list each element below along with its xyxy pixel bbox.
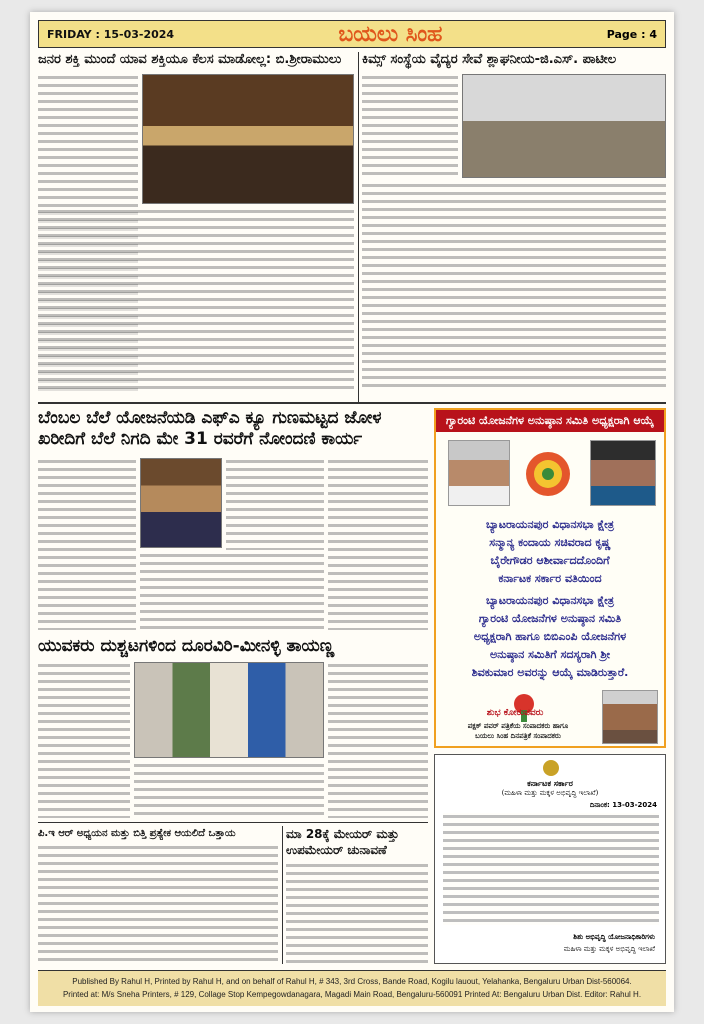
notice-line-5: ಬ್ಯಾಟರಾಯನಪುರ ವಿಧಾನಸಭಾ ಕ್ಷೇತ್ರ	[485, 594, 615, 607]
minister-portrait	[448, 440, 510, 506]
article-3-col-3	[226, 458, 324, 550]
guarantee-notice-ad	[434, 408, 666, 748]
sender-line-1: ಪಕ್ಷಕ್ ಪವರ್ ಪತ್ರಿಕೆಯ ಸಂಪಾದಕರು ಹಾಗೂ	[467, 722, 569, 730]
gov-notice-body	[443, 813, 659, 925]
gov-signature-2: ಮಹಿಳಾ ಮತ್ತು ಮಕ್ಕಳ ಅಭಿವೃದ್ಧಿ ಇಲಾಖೆ	[563, 945, 655, 953]
notice-line-9: ಶಿವಕುಮಾರ ಅವರನ್ನು ಆಯ್ಕೆ ಮಾಡಿರುತ್ತಾರೆ.	[471, 666, 629, 679]
government-notice	[434, 754, 666, 964]
article-1-body	[38, 208, 354, 392]
newspaper-page	[30, 12, 674, 1012]
article-3-col-4	[328, 458, 428, 630]
notice-line-2: ಸನ್ಮಾನ್ಯ ಕಂದಾಯ ಸಚಿವರಾದ ಕೃಷ್ಣ	[489, 536, 611, 549]
article-2-intro	[362, 74, 458, 178]
greeting-label: ಶುಭ ಕೋರುವವರು	[486, 708, 544, 718]
notice-line-6: ಗ್ಯಾರಂಟಿ ಯೋಜನೆಗಳ ಅನುಷ್ಠಾನ ಸಮಿತಿ	[478, 612, 622, 625]
article-2-photo	[462, 74, 666, 178]
gov-department: (ಮಹಿಳಾ ಮತ್ತು ಮಕ್ಕಳ ಅಭಿವೃದ್ಧಿ ಇಲಾಖೆ)	[501, 789, 599, 797]
article-3-photo	[140, 458, 222, 548]
article-3-headline: ಬೆಂಬಲ ಬೆಲೆ ಯೋಜನೆಯಡಿ ಎಫ್‌ಎ ಕ್ಯೂ ಗುಣಮಟ್ಟದ ಜೋಳ ಖರೀದಿಗೆ ಬೆಲೆ ನಿಗದಿ ಮೇ 31 ರವರೆಗೆ ನೋಂದಣಿ ಕಾರ್ಯ	[38, 408, 382, 449]
article-5-headline: ಪಿ.ಇ ಆರ್ ಅಧ್ಯಯನ ಮತ್ತು ಬಿತ್ತಿ ಪ್ರತ್ಯೇಕ ಆಯಲಿದೆ ಒತ್ತಾಯ	[38, 828, 236, 839]
article-1-headline: ಜನರ ಶಕ್ತಿ ಮುಂದೆ ಯಾವ ಶಕ್ತಿಯೂ ಕೆಲಸ ಮಾಡೋಲ್ಲ: ಬಿ.ಶ್ರೀರಾಮುಲು	[38, 52, 342, 67]
article-4-photo	[134, 662, 324, 758]
article-4-col-1	[38, 662, 130, 818]
section-divider-2	[38, 822, 428, 823]
column-divider	[358, 52, 359, 402]
notice-line-4: ಕರ್ನಾಟಕ ಸರ್ಕಾರ ವತಿಯಿಂದ	[498, 572, 602, 585]
gov-title: ಕರ್ನಾಟಕ ಸರ್ಕಾರ	[527, 779, 573, 788]
article-1-photo	[142, 74, 354, 204]
newspaper-title: ಬಯಲು ಸಿಂಹ	[338, 21, 443, 47]
article-2-headline: ಕಿಮ್ಸ್ ಸಂಸ್ಥೆಯ ವೈದ್ಯರ ಸೇವೆ ಶ್ಲಾಘನೀಯ-ಜಿ.ಎಸ್. ಪಾಟೀಲ	[362, 52, 617, 67]
member-portrait	[590, 440, 656, 506]
publisher-line: Published By Rahul H, Printed by Rahul H, and on behalf of Rahul H, # 343, 3rd Cross, Bande Road, Kogilu lauout, Yelahanka, Bengaluru Urban Dist-560064.	[72, 977, 632, 986]
article-6-body	[286, 862, 428, 964]
printer-line: Printed at: M/s Sneha Printers, # 129, Collage Stop Kempegowdanagara, Magadi Main Road, Bengaluru-560091 Printed At: Bengaluru Urban Dist. Editor: Rahul H.	[62, 990, 642, 999]
article-2-body	[362, 182, 666, 392]
section-divider	[38, 402, 666, 404]
notice-line-1: ಬ್ಯಾಟರಾಯನಪುರ ವಿಧಾನಸಭಾ ಕ್ಷೇತ್ರ	[485, 518, 615, 531]
article-6-headline: ಮಾ 28ಕ್ಕೆ ಮೇಯರ್ ಮತ್ತು ಉಪಮೇಯರ್ ಚುನಾವಣೆ	[286, 827, 399, 857]
article-4-col-3	[328, 662, 428, 818]
notice-header: ಗ್ಯಾರಂಟಿ ಯೋಜನೆಗಳ ಅನುಷ್ಠಾನ ಸಮಿತಿ ಅಧ್ಯಕ್ಷರಾಗಿ ಆಯ್ಕೆ	[436, 410, 664, 432]
notice-line-8: ಅನುಷ್ಠಾನ ಸಮಿತಿಗೆ ಸದಸ್ಯರಾಗಿ ಶ್ರೀ	[489, 648, 611, 661]
article-3-col-1	[38, 458, 136, 630]
gov-date: ದಿನಾಂಕ: 13-03-2024	[589, 801, 657, 809]
issue-date: FRIDAY : 15-03-2024	[47, 27, 175, 41]
page-number: Page : 4	[606, 27, 657, 41]
karnataka-emblem-icon	[541, 759, 561, 777]
flower-garland-icon	[520, 446, 576, 502]
gov-signature-1: ಶಿಶು ಅಭಿವೃದ್ಧಿ ಯೋಜನಾಧಿಕಾರಿಗಳು	[573, 933, 655, 941]
article-4-headline: ಯುವಕರು ದುಶ್ಚಟಗಳಿಂದ ದೂರವಿರಿ-ಮೀನಳ್ಳಿ ತಾಯಣ್ಣ	[38, 636, 335, 656]
article-3-col-2	[140, 552, 324, 630]
masthead	[38, 20, 666, 48]
sender-line-2: ಬಯಲು ಸಿಂಹ ದಿನಪತ್ರಿಕೆ ಸಂಪಾದಕರು	[475, 732, 561, 740]
column-divider-2	[282, 826, 283, 964]
article-4-col-2	[134, 762, 324, 818]
notice-line-7: ಅಧ್ಯಕ್ಷರಾಗಿ ಹಾಗೂ ಬಿಬಿಎಂಪಿ ಯೋಜನೆಗಳ	[473, 630, 627, 643]
publisher-footer	[38, 970, 666, 1006]
sender-portrait	[602, 690, 658, 744]
notice-line-3: ಬೈರೇಗೌಡರ ಆಶೀರ್ವಾದದೊಂದಿಗೆ	[490, 554, 610, 567]
article-5-body	[38, 844, 278, 964]
